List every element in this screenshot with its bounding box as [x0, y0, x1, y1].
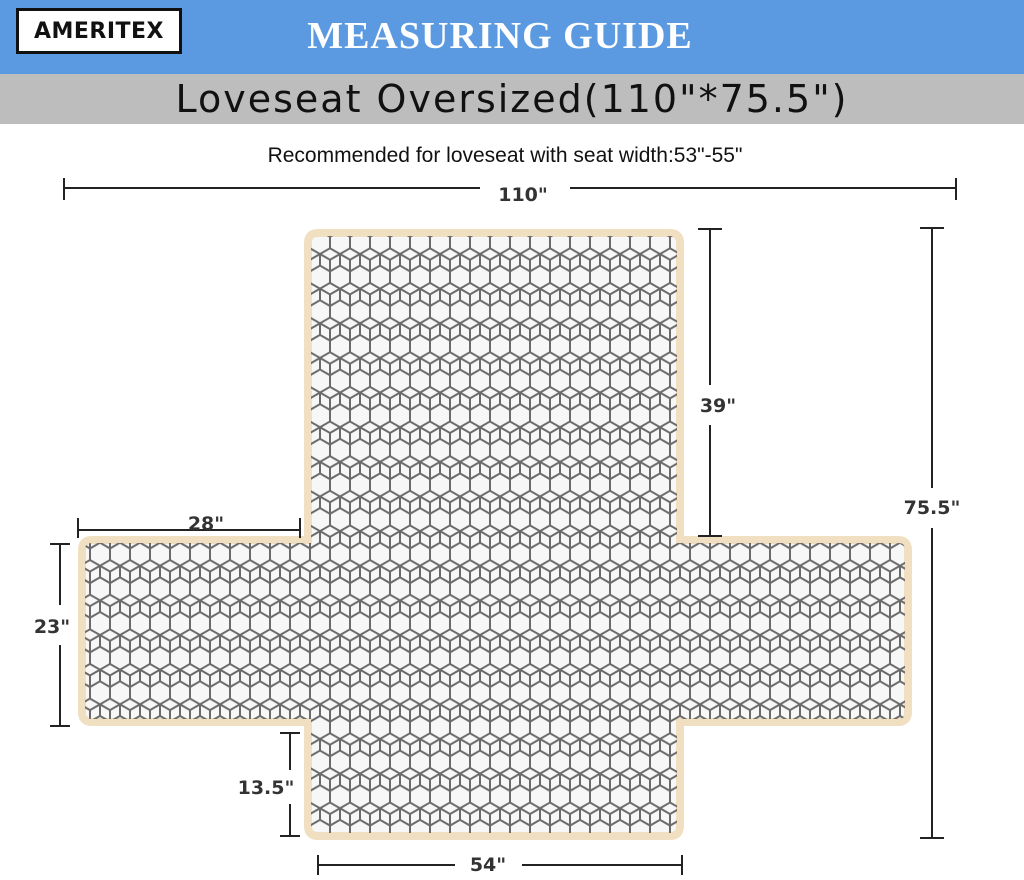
label-back-height: 39" — [699, 395, 737, 417]
guide-title-text: MEASURING GUIDE — [307, 15, 693, 57]
product-title: Loveseat Oversized(110"*75.5") — [175, 77, 849, 121]
brand-name: AMERITEX — [33, 18, 165, 44]
label-total-width: 110" — [498, 184, 548, 206]
label-total-height: 75.5" — [903, 497, 961, 519]
seat-recommendation: Recommended for loveseat with seat width:53"-55" — [267, 144, 743, 167]
label-seat-front-height: 13.5" — [237, 777, 295, 799]
label-arm-width: 28" — [187, 513, 225, 535]
cover-pattern — [80, 230, 912, 840]
label-arm-height: 23" — [33, 616, 71, 638]
label-seat-width: 54" — [469, 854, 507, 876]
